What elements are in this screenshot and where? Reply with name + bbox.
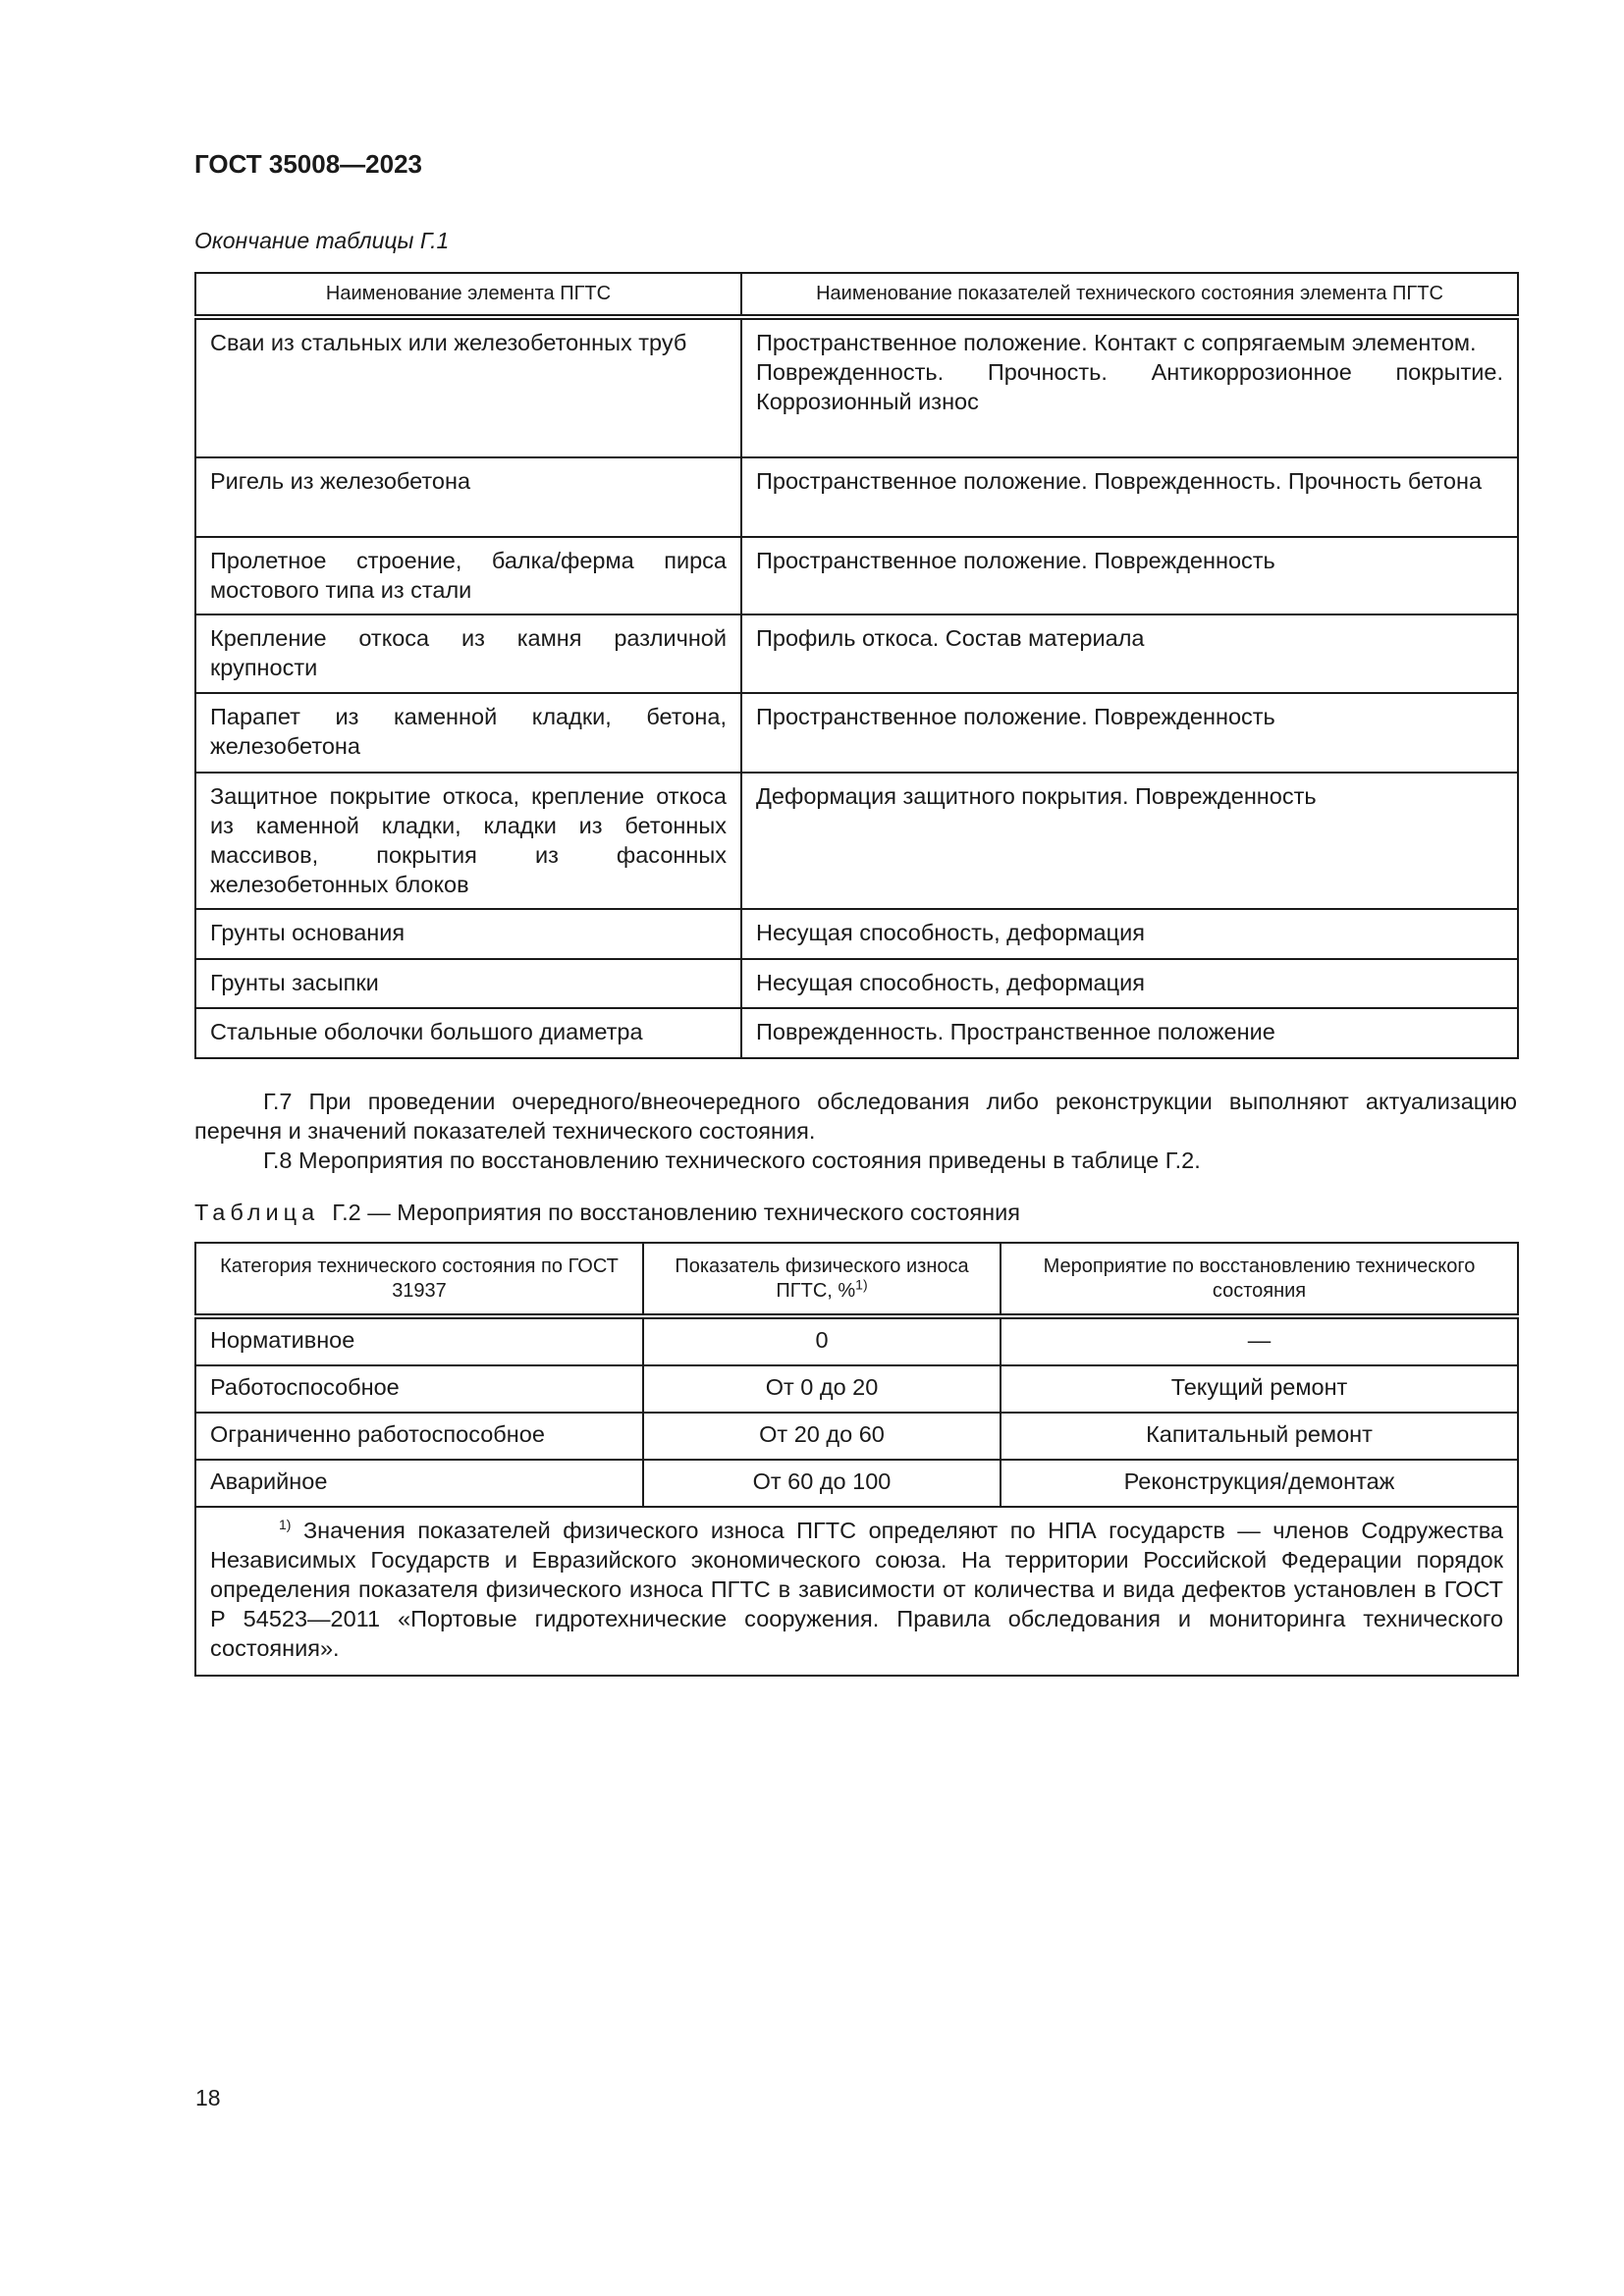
paragraph-g8: Г.8 Мероприятия по восстановлению технического состояния приведены в таблице Г.2. [263, 1148, 1201, 1173]
column-header: Наименование показателей технического состояния элемента ПГТС [741, 273, 1518, 317]
table-row [195, 537, 1518, 614]
wear-cell: От 20 до 60 [643, 1413, 1001, 1460]
column-header [643, 1243, 1001, 1316]
table-caption-label: Таблица [194, 1200, 320, 1225]
action-cell: — [1001, 1316, 1518, 1365]
column-header-text: Показатель физического износа ПГТС, % [675, 1255, 969, 1302]
table-row [195, 1316, 1518, 1365]
footnote-mark: 1) [279, 1517, 292, 1533]
table-row [195, 909, 1518, 959]
paragraph-g7: Г.7 При проведении очередного/внеочередного обследования либо реконструкции выполняют актуализацию перечня и значений показателей технического состояния. [194, 1089, 1517, 1144]
table-continuation-caption: Окончание таблицы Г.1 [194, 228, 450, 253]
element-cell: Пролетное строение, балка/ферма пирса мостового типа из стали [195, 537, 741, 614]
indicators-cell: Поврежденность. Пространственное положение [741, 1008, 1518, 1058]
wear-cell: От 60 до 100 [643, 1460, 1001, 1507]
table-header-row [195, 273, 1518, 317]
footnote-row [195, 1507, 1518, 1676]
column-header: Мероприятие по восстановлению технического состояния [1001, 1243, 1518, 1316]
element-cell: Ригель из железобетона [195, 457, 741, 537]
element-cell: Грунты засыпки [195, 959, 741, 1008]
action-cell: Капитальный ремонт [1001, 1413, 1518, 1460]
element-cell: Защитное покрытие откоса, крепление откоса из каменной кладки, кладки из бетонных массивов, покрытия из фасонных железобетонных блоков [195, 773, 741, 909]
restoration-measures-table [194, 1242, 1519, 1677]
column-header: Категория технического состояния по ГОСТ 31937 [195, 1243, 643, 1316]
table-row [195, 1008, 1518, 1058]
footnote-cell [195, 1507, 1518, 1676]
table-row [195, 1460, 1518, 1507]
wear-cell: 0 [643, 1316, 1001, 1365]
indicators-cell: Профиль откоса. Состав материала [741, 614, 1518, 693]
table-caption-text: Г.2 — Мероприятия по восстановлению технического состояния [332, 1200, 1020, 1225]
indicators-cell: Пространственное положение. Поврежденность [741, 537, 1518, 614]
indicators-cell: Несущая способность, деформация [741, 959, 1518, 1008]
element-cell: Крепление откоса из камня различной крупности [195, 614, 741, 693]
table-row [195, 317, 1518, 457]
document-title: ГОСТ 35008—2023 [194, 149, 422, 179]
footnote-ref: 1) [855, 1275, 868, 1292]
wear-cell: От 0 до 20 [643, 1365, 1001, 1413]
table-caption [194, 1200, 1020, 1226]
page-number: 18 [195, 2085, 221, 2110]
action-cell: Реконструкция/демонтаж [1001, 1460, 1518, 1507]
elements-indicators-table [194, 272, 1519, 1059]
category-cell: Ограниченно работоспособное [195, 1413, 643, 1460]
indicators-cell: Пространственное положение. Поврежденность. Прочность бетона [741, 457, 1518, 537]
column-header: Наименование элемента ПГТС [195, 273, 741, 317]
action-cell: Текущий ремонт [1001, 1365, 1518, 1413]
table-row [195, 457, 1518, 537]
element-cell: Парапет из каменной кладки, бетона, железобетона [195, 693, 741, 773]
indicators-text: Пространственное положение. Контакт с сопрягаемым элементом. [756, 330, 1477, 355]
category-cell: Работоспособное [195, 1365, 643, 1413]
indicators-cell: Пространственное положение. Поврежденность [741, 693, 1518, 773]
category-cell: Аварийное [195, 1460, 643, 1507]
table-row [195, 693, 1518, 773]
table-row [195, 1365, 1518, 1413]
indicators-text: Поврежденность. Прочность. Антикоррозионное покрытие. Коррозионный износ [756, 359, 1503, 414]
indicators-cell: Деформация защитного покрытия. Поврежденность [741, 773, 1518, 909]
footnote-text: Значения показателей физического износа ПГТС определяют по НПА государств — членов Содружества Независимых Государств и Евразийского экономического союза. На территории Российской Федерации порядок определения показателя физического износа ПГТС в зависимости от количества и вида дефектов установлен в ГОСТ Р 54523—2011 «Портовые гидротехнические сооружения. Правила обследования и мониторинга технического состояния». [210, 1518, 1503, 1661]
element-cell: Стальные оболочки большого диаметра [195, 1008, 741, 1058]
table-row [195, 773, 1518, 909]
table-row [195, 959, 1518, 1008]
table-row [195, 1413, 1518, 1460]
table-row [195, 614, 1518, 693]
element-cell: Сваи из стальных или железобетонных труб [195, 317, 741, 457]
table-header-row [195, 1243, 1518, 1316]
indicators-cell: Несущая способность, деформация [741, 909, 1518, 959]
element-cell: Грунты основания [195, 909, 741, 959]
category-cell: Нормативное [195, 1316, 643, 1365]
indicators-cell [741, 317, 1518, 457]
